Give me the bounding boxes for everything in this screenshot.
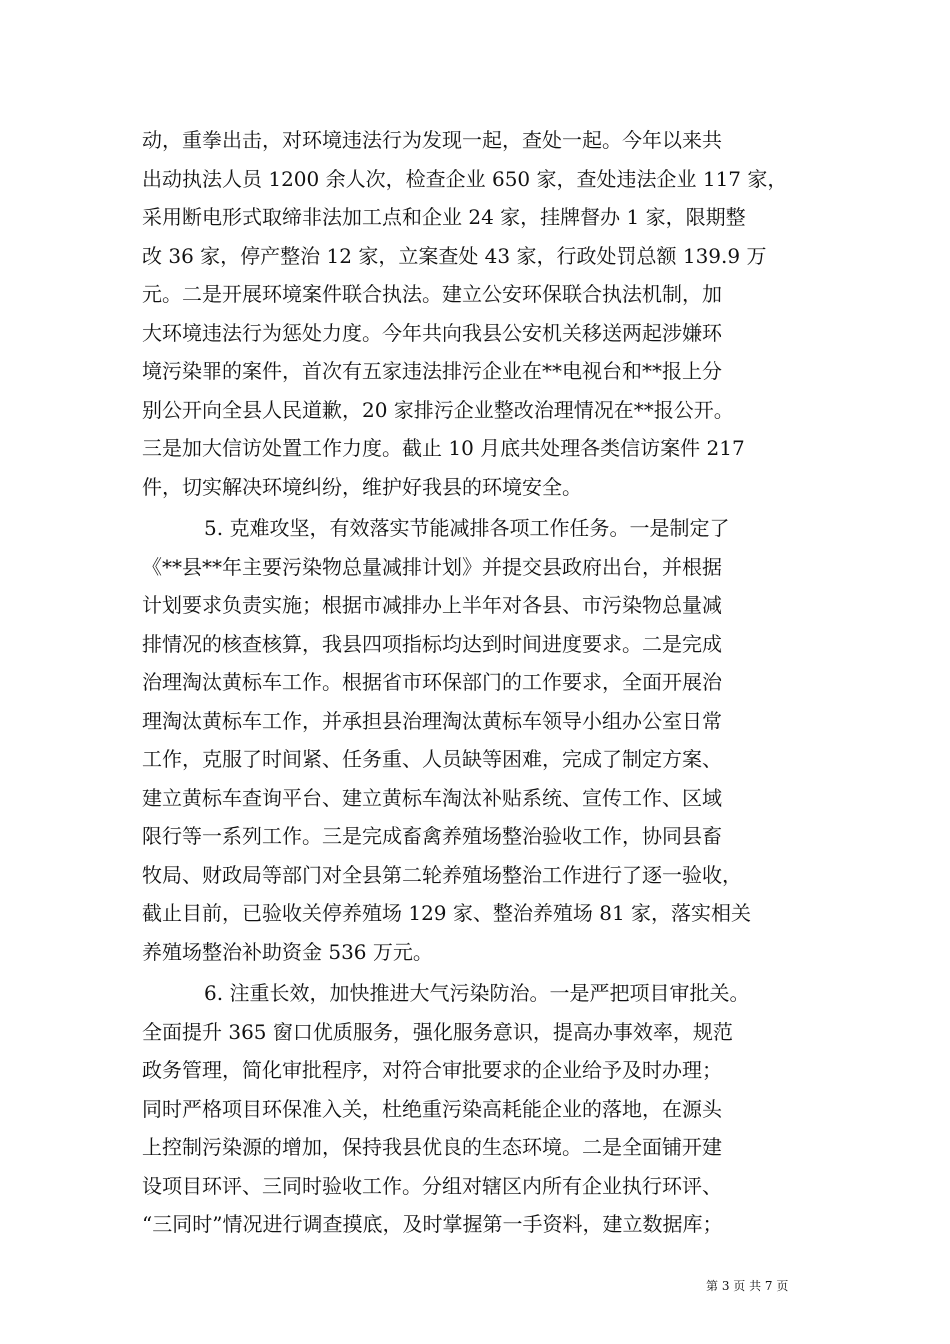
text-line: 设项目环评、三同时验收工作。分组对辖区内所有企业执行环评、 xyxy=(142,1173,722,1198)
text-line: “三同时”情况进行调查摸底，及时掌握第一手资料，建立数据库； xyxy=(142,1212,723,1236)
text-line: 《**县**年主要污染物总量减排计划》并提交县政府出台，并根据 xyxy=(142,554,722,579)
text-line: 政务管理，简化审批程序，对符合审批要求的企业给予及时办理； xyxy=(142,1058,722,1082)
paragraph-5-first-line: 5. 克难攻坚，有效落实节能减排各项工作任务。一是制定了 xyxy=(204,516,730,540)
text-line: 牧局、财政局等部门对全县第二轮养殖场整治工作进行了逐一验收， xyxy=(142,862,742,887)
text-line: 截止目前，已验收关停养殖场 129 家、整治养殖场 81 家，落实相关 xyxy=(142,901,752,925)
text-line: 出动执法人员 1200 余人次，检查企业 650 家，查处违法企业 117 家， xyxy=(142,166,788,191)
text-line: 治理淘汰黄标车工作。根据省市环保部门的工作要求，全面开展治 xyxy=(142,670,722,694)
page-number: 第 3 页 共 7 页 xyxy=(706,1279,789,1293)
text-line: 同时严格项目环保准入关，杜绝重污染高耗能企业的落地，在源头 xyxy=(142,1096,722,1121)
text-line: 建立黄标车查询平台、建立黄标车淘汰补贴系统、宣传工作、区域 xyxy=(142,785,722,810)
text-line: 大环境违法行为惩处力度。今年共向我县公安机关移送两起涉嫌环 xyxy=(142,320,722,345)
text-line: 养殖场整治补助资金 536 万元。 xyxy=(142,939,433,964)
paragraph-6-first-line: 6. 注重长效，加快推进大气污染防治。一是严把项目审批关。 xyxy=(204,981,750,1005)
text-line: 全面提升 365 窗口优质服务，强化服务意识，提高办事效率，规范 xyxy=(142,1019,733,1044)
text-line: 工作，克服了时间紧、任务重、人员缺等困难，完成了制定方案、 xyxy=(142,747,722,771)
text-line: 境污染罪的案件，首次有五家违法排污企业在**电视台和**报上分 xyxy=(142,359,722,383)
text-line: 计划要求负责实施；根据市减排办上半年对各县、市污染物总量减 xyxy=(142,593,722,617)
text-line: 排情况的核查核算，我县四项指标均达到时间进度要求。二是完成 xyxy=(142,631,722,656)
text-line: 元。二是开展环境案件联合执法。建立公安环保联合执法机制，加 xyxy=(142,282,722,306)
text-line: 上控制污染源的增加，保持我县优良的生态环境。二是全面铺开建 xyxy=(142,1135,722,1159)
text-line: 采用断电形式取缔非法加工点和企业 24 家，挂牌督办 1 家，限期整 xyxy=(142,205,746,229)
text-line: 限行等一系列工作。三是完成畜禽养殖场整治验收工作，协同县畜 xyxy=(142,824,722,848)
text-line: 件，切实解决环境纠纷，维护好我县的环境安全。 xyxy=(142,474,582,499)
text-line: 别公开向全县人民道歉，20 家排污企业整改治理情况在**报公开。 xyxy=(142,397,734,422)
text-line: 三是加大信访处置工作力度。截止 10 月底共处理各类信访案件 217 xyxy=(142,436,745,460)
text-line: 动，重拳出击，对环境违法行为发现一起，查处一起。今年以来共 xyxy=(142,128,722,152)
body-text xyxy=(142,121,822,1244)
text-line: 改 36 家，停产整治 12 家，立案查处 43 家，行政处罚总额 139.9 万 xyxy=(142,243,767,268)
text-line: 理淘汰黄标车工作，并承担县治理淘汰黄标车领导小组办公室日常 xyxy=(142,708,722,733)
